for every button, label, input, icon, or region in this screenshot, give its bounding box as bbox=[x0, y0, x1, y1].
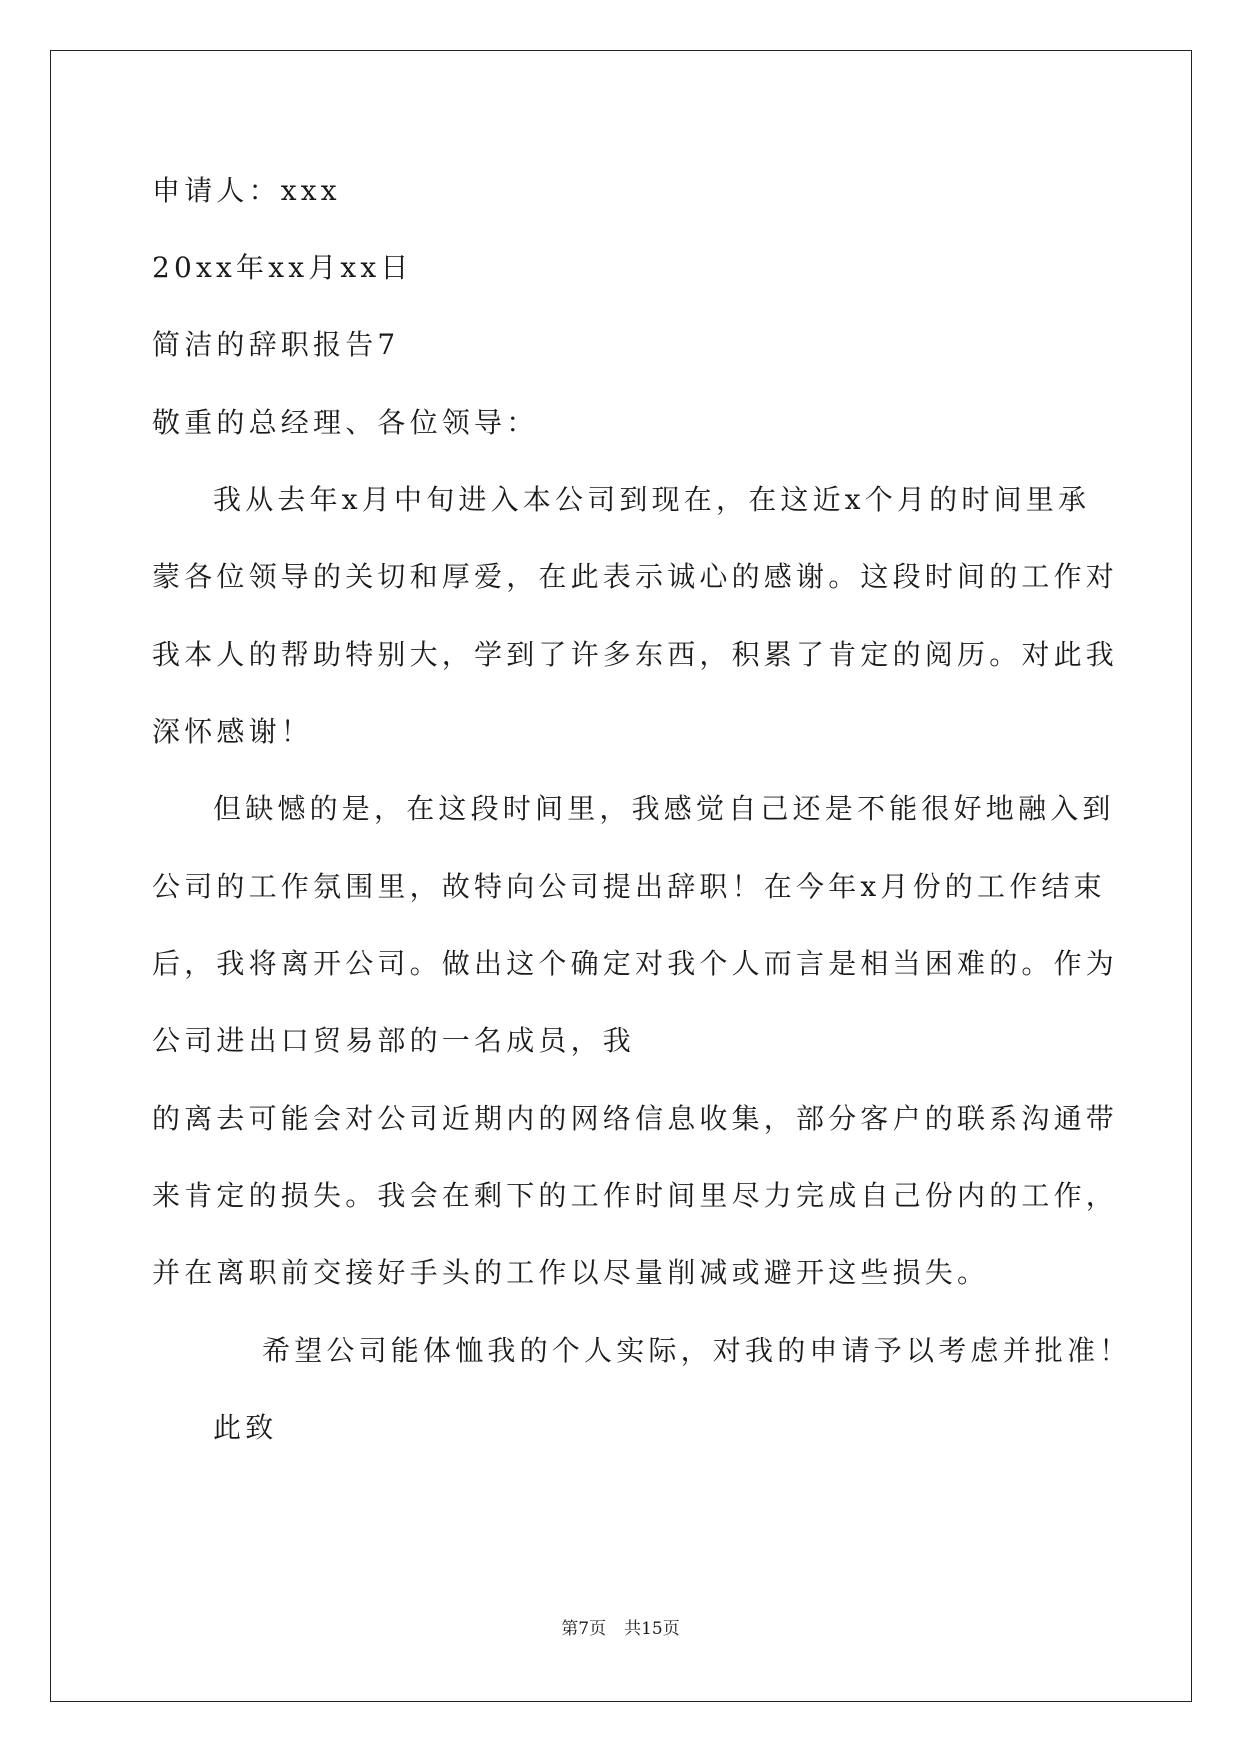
salutation: 敬重的总经理、各位领导： bbox=[152, 406, 539, 439]
paragraph-line: 公司进出口贸易部的一名成员，我 bbox=[152, 1024, 636, 1057]
page-number: 第7页 bbox=[561, 1619, 607, 1639]
applicant-line: 申请人：xxx bbox=[152, 174, 341, 207]
page-total: 共15页 bbox=[624, 1619, 680, 1639]
paragraph-line: 公司的工作氛围里，故特向公司提出辞职！在今年x月份的工作结束 bbox=[152, 870, 1106, 903]
paragraph-line: 并在离职前交接好手头的工作以尽量削减或避开这些损失。 bbox=[152, 1256, 990, 1289]
paragraph-line: 希望公司能体恤我的个人实际，对我的申请予以考虑并批准！ bbox=[262, 1334, 1132, 1367]
paragraph-line: 蒙各位领导的关切和厚爱，在此表示诚心的感谢。这段时间的工作对 bbox=[152, 560, 1119, 593]
closing-line: 此致 bbox=[213, 1411, 278, 1444]
page-footer bbox=[0, 1618, 1241, 1640]
paragraph-line: 但缺憾的是，在这段时间里，我感觉自己还是不能很好地融入到 bbox=[213, 792, 1115, 825]
paragraph-line: 我从去年x月中旬进入本公司到现在，在这近x个月的时间里承 bbox=[213, 483, 1091, 516]
section-title: 简洁的辞职报告7 bbox=[152, 328, 400, 361]
paragraph-line: 的离去可能会对公司近期内的网络信息收集，部分客户的联系沟通带 bbox=[152, 1102, 1119, 1135]
date-line: 20xx年xx月xx日 bbox=[152, 251, 413, 284]
paragraph-line: 后，我将离开公司。做出这个确定对我个人而言是相当困难的。作为 bbox=[152, 947, 1119, 980]
paragraph-line: 我本人的帮助特别大，学到了许多东西，积累了肯定的阅历。对此我 bbox=[152, 638, 1119, 671]
paragraph-line: 来肯定的损失。我会在剩下的工作时间里尽力完成自己份内的工作， bbox=[152, 1179, 1119, 1212]
paragraph-line: 深怀感谢！ bbox=[152, 715, 314, 748]
